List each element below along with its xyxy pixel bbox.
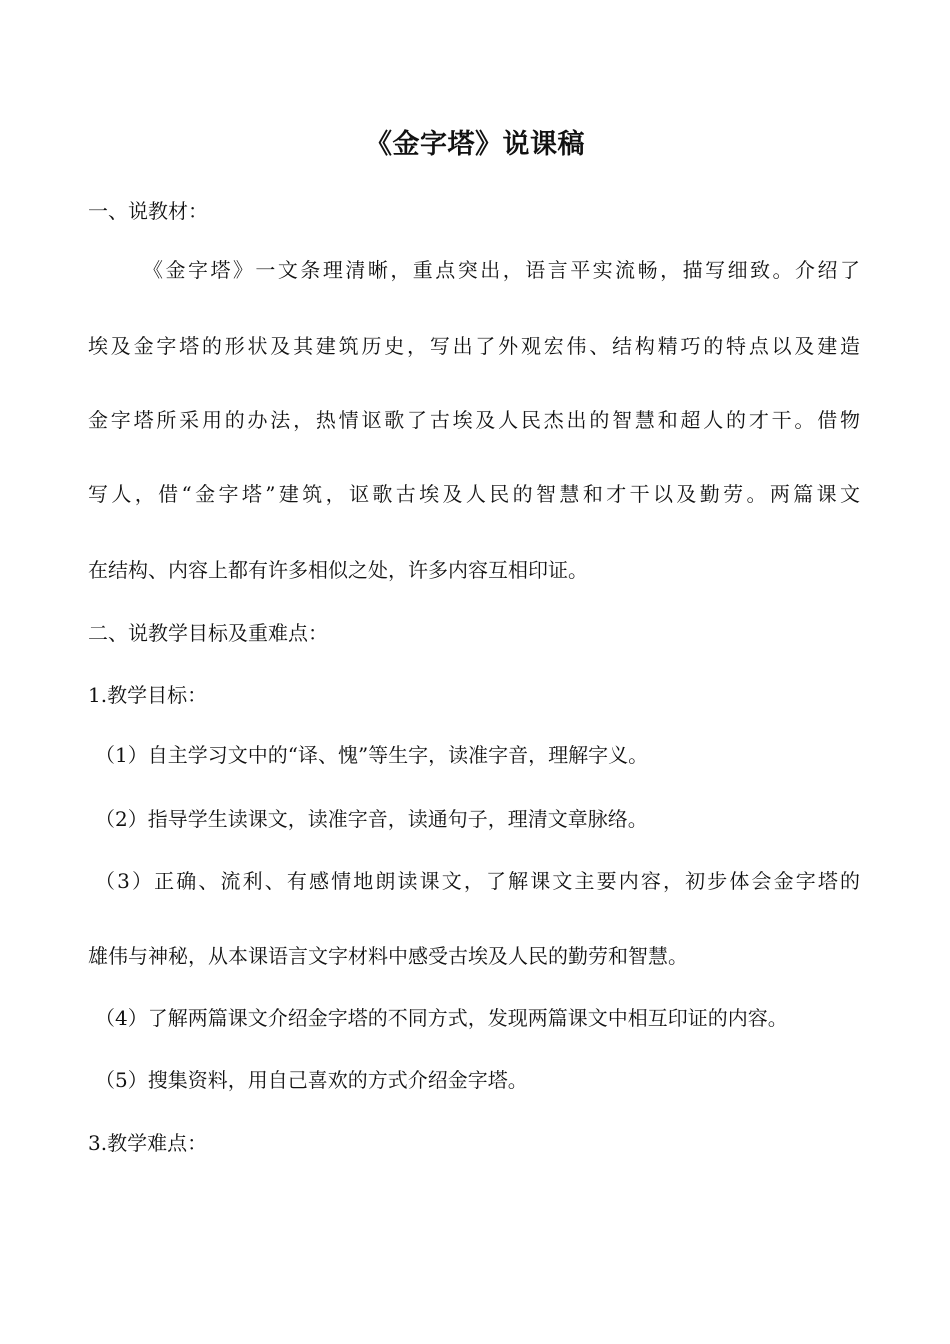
page-title: 《金字塔》说课稿 [365,129,585,160]
goal-item-continuation: 雄伟与神秘，从本课语言文字材料中感受古埃及人民的勤劳和智慧。 [88,944,688,968]
goal-item: （5）搜集资料，用自己喜欢的方式介绍金字塔。 [95,1068,528,1092]
subheading-teaching-goals: 1.教学目标： [88,683,208,707]
section-heading-goals: 二、说教学目标及重难点： [88,621,328,645]
paragraph-line: 金字塔所采用的办法，热情讴歌了古埃及人民杰出的智慧和超人的才干。借物 [88,408,860,432]
paragraph-line: 埃及金字塔的形状及其建筑历史，写出了外观宏伟、结构精巧的特点以及建造 [88,334,860,358]
subheading-teaching-difficulty: 3.教学难点： [88,1131,208,1155]
paragraph-line: 在结构、内容上都有许多相似之处，许多内容互相印证。 [88,558,588,582]
section-heading-textbook: 一、说教材： [88,199,208,223]
paragraph-line: 写人，借“金字塔”建筑，讴歌古埃及人民的智慧和才干以及勤劳。两篇课文 [88,482,860,506]
paragraph-line: 《金字塔》一文条理清晰，重点突出，语言平实流畅，描写细致。介绍了 [143,258,860,282]
goal-item: （3）正确、流利、有感情地朗读课文，了解课文主要内容，初步体会金字塔的 [95,869,860,893]
goal-item: （4）了解两篇课文介绍金字塔的不同方式，发现两篇课文中相互印证的内容。 [95,1006,788,1030]
goal-item: （2）指导学生读课文，读准字音，读通句子，理清文章脉络。 [95,807,648,831]
goal-item: （1）自主学习文中的“译、愧”等生字，读准字音，理解字义。 [95,743,649,767]
